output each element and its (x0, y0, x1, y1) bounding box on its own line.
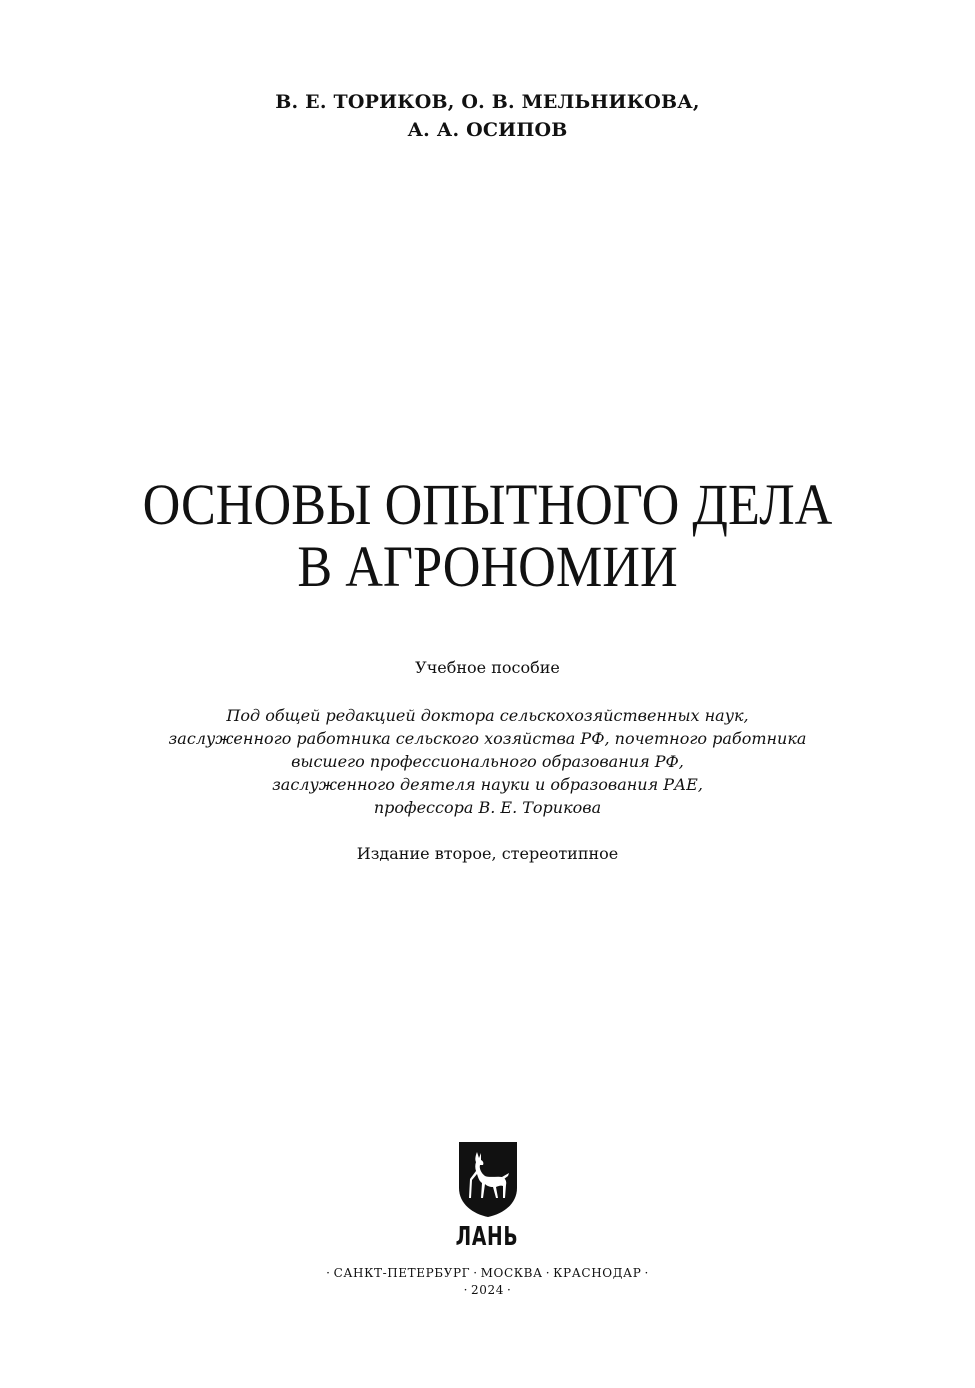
city-saint-petersburg: САНКТ-ПЕТЕРБУРГ (333, 1266, 471, 1280)
publisher-cities (0, 1264, 975, 1282)
separator-dot: · (506, 1283, 512, 1297)
separator-dot: · (463, 1283, 469, 1297)
editorial-note (0, 704, 975, 819)
publication-year-line (0, 1281, 975, 1299)
editorial-line-3: высшего профессионального образования РФ, (291, 752, 684, 771)
separator-dot: · (473, 1266, 478, 1280)
book-title-line-2: В АГРОНОМИИ (297, 534, 678, 599)
editorial-line-5: профессора В. Е. Торикова (373, 798, 602, 817)
book-title (49, 474, 927, 598)
deer-shield-logo-icon (457, 1140, 519, 1218)
edition-note: Издание второе, стереотипное (356, 844, 619, 863)
editorial-line-4: заслуженного деятеля науки и образования РАЕ, (272, 775, 703, 794)
authors-line-1: В. Е. ТОРИКОВ, О. В. МЕЛЬНИКОВА, (275, 91, 700, 113)
book-subtitle: Учебное пособие (415, 658, 560, 677)
separator-dot: · (545, 1266, 551, 1280)
separator-dot: · (326, 1266, 331, 1280)
city-krasnodar: КРАСНОДАР (553, 1266, 642, 1280)
editorial-line-1: Под общей редакцией доктора сельскохозяйственных наук, (226, 706, 749, 725)
separator-dot: · (644, 1266, 649, 1280)
publication-year: 2024 (471, 1283, 504, 1297)
authors-line-2: А. А. ОСИПОВ (407, 119, 568, 141)
authors-block (0, 88, 975, 144)
book-title-line-1: ОСНОВЫ ОПЫТНОГО ДЕЛА (142, 472, 833, 537)
publisher-name: ЛАНЬ (455, 1222, 519, 1252)
city-moscow: МОСКВА (480, 1266, 543, 1280)
editorial-line-2: заслуженного работника сельского хозяйства РФ, почетного работника (168, 729, 807, 748)
